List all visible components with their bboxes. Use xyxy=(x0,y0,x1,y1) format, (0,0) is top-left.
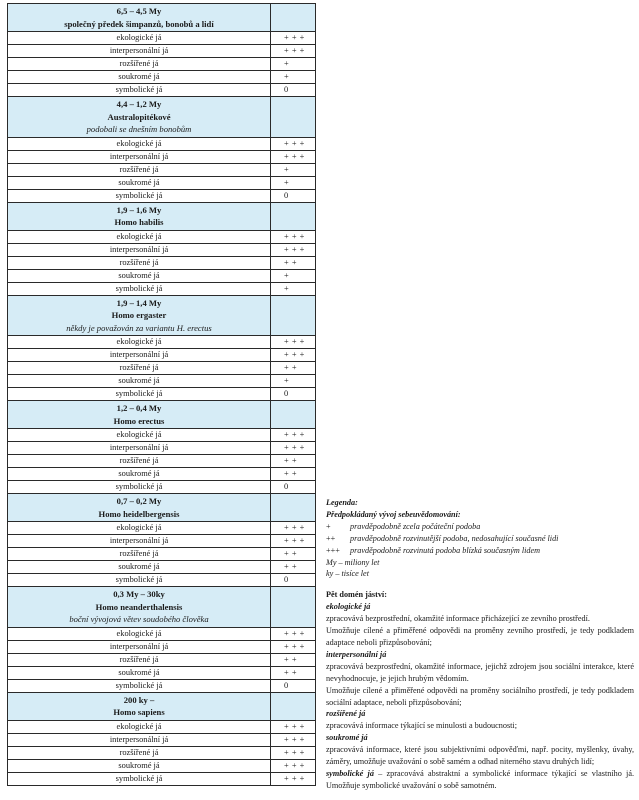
table-row xyxy=(8,759,316,772)
species-header-row xyxy=(8,4,316,32)
domain-name-cell: ekologické já xyxy=(8,627,271,640)
domain-name-cell: soukromé já xyxy=(8,176,271,189)
domain-name-cell: symbolické já xyxy=(8,679,271,692)
legend-item xyxy=(326,521,634,533)
table-row xyxy=(8,388,316,401)
species-header-row xyxy=(8,692,316,720)
species-header xyxy=(8,494,271,522)
domain-name-cell: interpersonální já xyxy=(8,349,271,362)
domain-value-cell: + + + xyxy=(271,720,316,733)
legend-panel xyxy=(326,497,634,792)
self-awareness-evolution-table xyxy=(7,3,316,786)
species-header-blank xyxy=(271,494,316,522)
species-period: 6,5 – 4,5 My xyxy=(116,6,162,16)
table-row xyxy=(8,163,316,176)
domain-value-cell: + + + xyxy=(271,349,316,362)
table-row xyxy=(8,640,316,653)
table-row xyxy=(8,548,316,561)
species-period: 200 ky – xyxy=(123,694,155,705)
domain-name-cell: symbolické já xyxy=(8,84,271,97)
species-period: 0,3 My – 30ky xyxy=(113,589,165,599)
domain-name-cell: interpersonální já xyxy=(8,150,271,163)
domain-value-cell: + + xyxy=(271,455,316,468)
legend-text: pravděpodobně zcela počáteční podoba xyxy=(350,521,481,531)
table-row xyxy=(8,230,316,243)
species-period: 4,4 – 1,2 My xyxy=(116,99,162,109)
legend-unit: My – miliony let xyxy=(326,557,380,567)
domain-name-cell: ekologické já xyxy=(8,32,271,45)
domain-value-cell: + xyxy=(271,71,316,84)
table-row xyxy=(8,679,316,692)
domain-name-cell: soukromé já xyxy=(8,269,271,282)
domain-name-cell: symbolické já xyxy=(8,481,271,494)
species-name: Homo sapiens xyxy=(113,707,165,717)
species-period: 1,9 – 1,6 My xyxy=(116,204,162,215)
domain-value-cell: + + + xyxy=(271,640,316,653)
domain-name-cell: ekologické já xyxy=(8,522,271,535)
table-row xyxy=(8,627,316,640)
legend-text: pravděpodobně rozvinutější podoba, nedosahující současné lidi xyxy=(350,533,559,543)
domain-symbolic xyxy=(326,768,634,792)
table-row xyxy=(8,256,316,269)
domain-heading: ekologické já xyxy=(326,602,371,612)
domain-value-cell: 0 xyxy=(271,574,316,587)
domain-value-cell: + xyxy=(271,163,316,176)
species-name: Australopitékové xyxy=(107,111,171,122)
legend-symbol: +++ xyxy=(326,545,340,555)
legend-text: pravděpodobně rozvinutá podoba blízká současným lidem xyxy=(350,545,541,555)
domain-value-cell: 0 xyxy=(271,388,316,401)
species-header-row xyxy=(8,295,316,336)
domain-name-cell: rozšířené já xyxy=(8,455,271,468)
domain-value-cell: + + xyxy=(271,468,316,481)
domain-name-cell: soukromé já xyxy=(8,71,271,84)
table-row xyxy=(8,561,316,574)
domain-value-cell: + + xyxy=(271,653,316,666)
legend-unit: ky – tisíce let xyxy=(326,569,369,579)
table-row xyxy=(8,746,316,759)
table-row xyxy=(8,176,316,189)
domain-value-cell: + + xyxy=(271,256,316,269)
species-header-blank xyxy=(271,587,316,628)
legend-item xyxy=(326,545,634,557)
table-row xyxy=(8,375,316,388)
table-row xyxy=(8,481,316,494)
table-row xyxy=(8,84,316,97)
domain-name-cell: rozšířené já xyxy=(8,362,271,375)
domain-text: zpracovává bezprostřední, okamžité informace přicházející ze zevního prostředí. xyxy=(326,614,590,624)
domain-name-cell: soukromé já xyxy=(8,666,271,679)
table-row xyxy=(8,71,316,84)
domain-name-cell: interpersonální já xyxy=(8,535,271,548)
domain-name-cell: rozšířené já xyxy=(8,746,271,759)
domain-value-cell: + + + xyxy=(271,759,316,772)
domain-value-cell: + xyxy=(271,375,316,388)
table-row xyxy=(8,455,316,468)
species-name: Homo ergaster xyxy=(111,310,167,320)
species-header xyxy=(8,4,271,32)
table-row xyxy=(8,442,316,455)
domain-name-cell: rozšířené já xyxy=(8,58,271,71)
species-header xyxy=(8,202,271,230)
table-row xyxy=(8,720,316,733)
domain-name-cell: symbolické já xyxy=(8,772,271,785)
domain-text: zpracovává bezprostřední, okamžité informace, jejichž zdrojem jsou sociální interakce, které nevyhodnocuje, je jejich hrubým vědomím. xyxy=(326,661,634,683)
domain-text: Umožňuje cílené a přiměřené odpovědi na proměny zevního prostředí, je tedy podkladem adaptace neboli přizpůsobování; xyxy=(326,626,634,647)
species-period: 1,9 – 1,4 My xyxy=(116,297,162,308)
domain-value-cell: 0 xyxy=(271,84,316,97)
domain-name-cell: soukromé já xyxy=(8,375,271,388)
table-row xyxy=(8,574,316,587)
table-body xyxy=(8,4,316,786)
species-header-blank xyxy=(271,202,316,230)
table-row xyxy=(8,137,316,150)
domain-value-cell: + + + xyxy=(271,243,316,256)
domain-name-cell: ekologické já xyxy=(8,429,271,442)
table-row xyxy=(8,150,316,163)
domain-value-cell: + xyxy=(271,269,316,282)
domain-name-cell: interpersonální já xyxy=(8,243,271,256)
domain-heading: soukromé já xyxy=(326,733,368,743)
species-note: boční vývojová větev soudobého člověka xyxy=(69,614,209,624)
domain-value-cell: + + + xyxy=(271,746,316,759)
domain-value-cell: + + xyxy=(271,561,316,574)
species-header xyxy=(8,295,271,336)
domain-name-cell: interpersonální já xyxy=(8,733,271,746)
species-header xyxy=(8,692,271,720)
domain-heading: symbolické já xyxy=(326,768,374,778)
domain-value-cell: + + + xyxy=(271,627,316,640)
domain-name-cell: ekologické já xyxy=(8,336,271,349)
table-row xyxy=(8,189,316,202)
domain-value-cell: + xyxy=(271,176,316,189)
table-row xyxy=(8,269,316,282)
domain-value-cell: 0 xyxy=(271,481,316,494)
domain-name-cell: interpersonální já xyxy=(8,442,271,455)
domain-value-cell: + + + xyxy=(271,32,316,45)
legend-subtitle: Předpokládaný vývoj sebeuvědomování: xyxy=(326,509,461,519)
domain-value-cell: + + xyxy=(271,666,316,679)
table-row xyxy=(8,362,316,375)
domains-title: Pět domén jáství: xyxy=(326,590,387,600)
species-name: Homo habilis xyxy=(114,217,164,227)
species-header xyxy=(8,587,271,628)
species-header-blank xyxy=(271,4,316,32)
species-header xyxy=(8,401,271,429)
domain-value-cell: + + + xyxy=(271,150,316,163)
domain-value-cell: 0 xyxy=(271,679,316,692)
species-period: 1,2 – 0,4 My xyxy=(116,403,162,413)
species-period: 0,7 – 0,2 My xyxy=(116,496,162,506)
domain-name-cell: symbolické já xyxy=(8,388,271,401)
domain-value-cell: + + + xyxy=(271,535,316,548)
domain-name-cell: soukromé já xyxy=(8,561,271,574)
domain-heading: rozšířené já xyxy=(326,709,366,719)
legend-symbol: + xyxy=(326,521,331,531)
table-row xyxy=(8,772,316,785)
domain-value-cell: 0 xyxy=(271,189,316,202)
species-name: společný předek šimpanzů, bonobů a lidí xyxy=(64,18,214,29)
domain-value-cell: + + + xyxy=(271,45,316,58)
legend-item xyxy=(326,533,634,545)
table-row xyxy=(8,58,316,71)
domain-text: – zpracovává abstraktní a symbolické informace týkající se vlastního já. Umožňuje symbolické uvažování o sobě samotném. xyxy=(326,768,635,790)
domain-value-cell: + + xyxy=(271,362,316,375)
domain-value-cell: + + + xyxy=(271,733,316,746)
species-note: podobali se dnešním bonobům xyxy=(86,124,192,134)
domain-value-cell: + + xyxy=(271,548,316,561)
table-row xyxy=(8,733,316,746)
species-note: někdy je považován za variantu H. erectus xyxy=(66,322,212,333)
domain-value-cell: + + + xyxy=(271,442,316,455)
domain-name-cell: symbolické já xyxy=(8,574,271,587)
table-row xyxy=(8,666,316,679)
domain-name-cell: ekologické já xyxy=(8,137,271,150)
domain-name-cell: rozšířené já xyxy=(8,653,271,666)
domain-text: Umožňuje cílené a přiměřené odpovědi na proměny sociálního prostředí, je tedy podkladem sociální adaptace, neboli přizpůsobování; xyxy=(326,685,634,707)
domain-name-cell: rozšířené já xyxy=(8,163,271,176)
domain-value-cell: + + + xyxy=(271,336,316,349)
domain-name-cell: symbolické já xyxy=(8,189,271,202)
domain-value-cell: + + + xyxy=(271,522,316,535)
domain-name-cell: interpersonální já xyxy=(8,640,271,653)
domain-name-cell: soukromé já xyxy=(8,759,271,772)
table-row xyxy=(8,468,316,481)
domain-name-cell: ekologické já xyxy=(8,230,271,243)
domain-value-cell: + + + xyxy=(271,137,316,150)
domain-name-cell: soukromé já xyxy=(8,468,271,481)
domain-value-cell: + + + xyxy=(271,230,316,243)
species-name: Homo erectus xyxy=(113,415,165,426)
domain-value-cell: + + + xyxy=(271,772,316,785)
species-header-blank xyxy=(271,692,316,720)
species-name: Homo heidelbergensis xyxy=(98,508,180,519)
domain-heading: interpersonální já xyxy=(326,649,387,659)
table-row xyxy=(8,653,316,666)
species-header-blank xyxy=(271,401,316,429)
domain-text: zpracovává informace, které jsou subjektivními odpověďmi, např. pocity, myšlenky, úvahy, záměry, umožňuje uvažování o sobě samém a odhad niterného stavu druhých lidí; xyxy=(326,745,634,767)
species-header xyxy=(8,97,271,138)
species-header-row xyxy=(8,202,316,230)
table-row xyxy=(8,349,316,362)
table-row xyxy=(8,45,316,58)
table-row xyxy=(8,243,316,256)
domain-name-cell: rozšířené já xyxy=(8,548,271,561)
legend-symbol: ++ xyxy=(326,533,336,543)
legend-title: Legenda: xyxy=(326,498,358,507)
species-header-row xyxy=(8,97,316,138)
table-row xyxy=(8,282,316,295)
domain-value-cell: + xyxy=(271,58,316,71)
domain-name-cell: rozšířené já xyxy=(8,256,271,269)
table-row xyxy=(8,429,316,442)
table-row xyxy=(8,32,316,45)
species-header-blank xyxy=(271,97,316,138)
domain-value-cell: + + + xyxy=(271,429,316,442)
species-header-row xyxy=(8,494,316,522)
species-header-blank xyxy=(271,295,316,336)
domain-name-cell: ekologické já xyxy=(8,720,271,733)
species-header-row xyxy=(8,587,316,628)
domain-name-cell: symbolické já xyxy=(8,282,271,295)
table-row xyxy=(8,336,316,349)
domain-text: zpracovává informace týkající se minulosti a budoucnosti; xyxy=(326,721,517,731)
domain-name-cell: interpersonální já xyxy=(8,45,271,58)
species-header-row xyxy=(8,401,316,429)
species-name: Homo neanderthalensis xyxy=(95,601,183,612)
table-row xyxy=(8,535,316,548)
domain-value-cell: + xyxy=(271,282,316,295)
table-row xyxy=(8,522,316,535)
